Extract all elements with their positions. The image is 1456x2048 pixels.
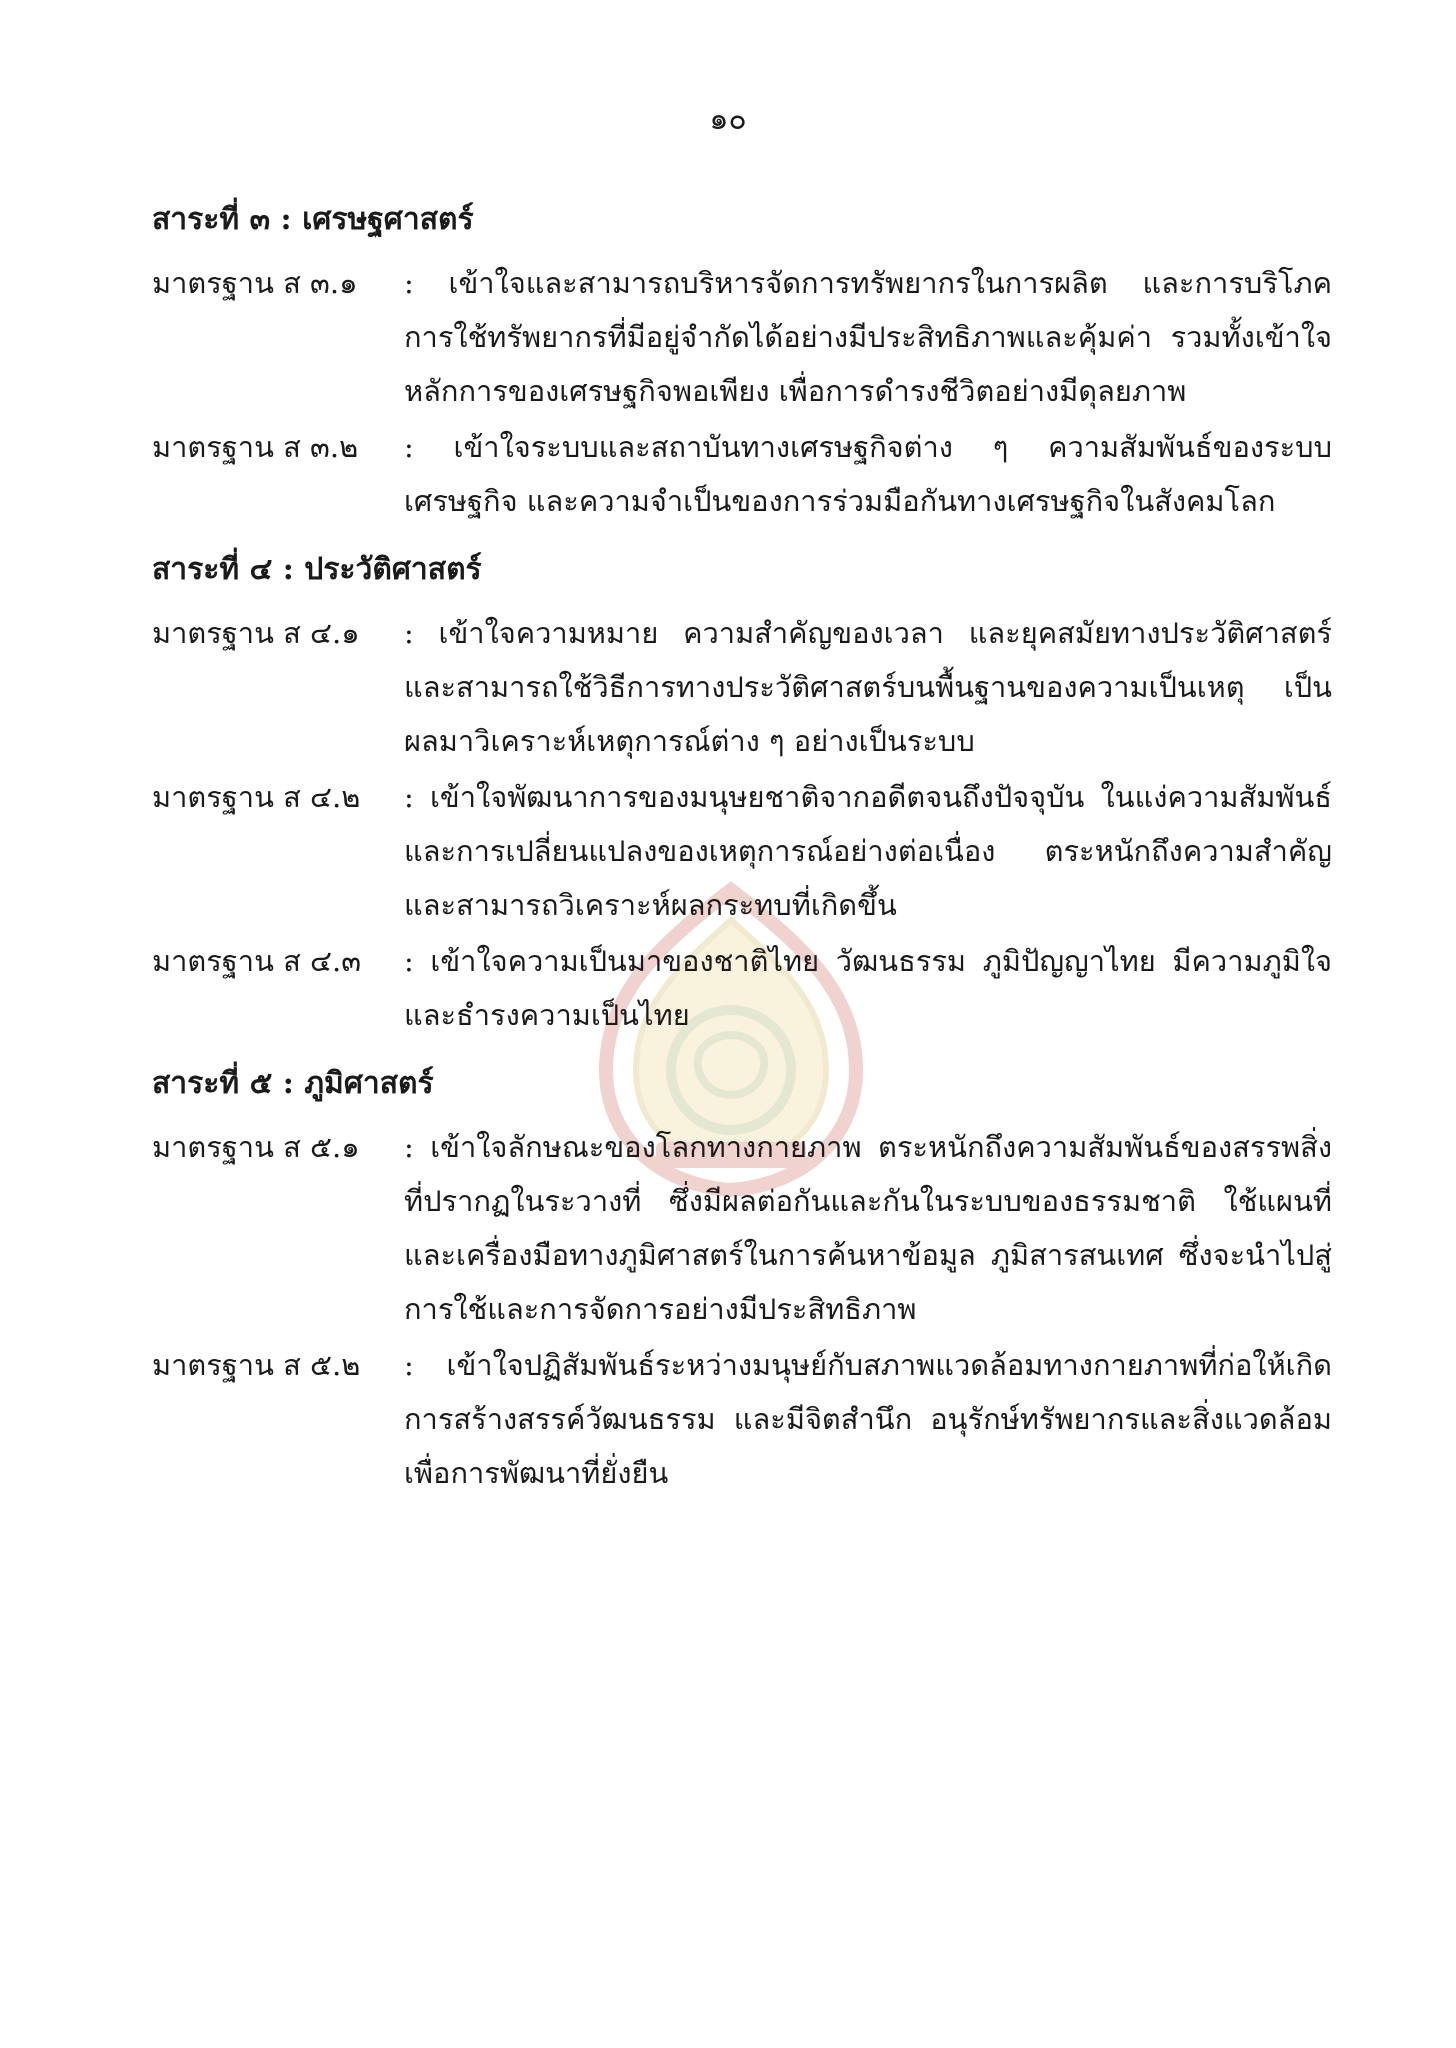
- standard-item: [152, 1120, 1332, 1336]
- standard-item: [152, 934, 1332, 1042]
- standard-text: : เข้าใจความเป็นมาของชาติไทย วัฒนธรรม ภูมิปัญญาไทย มีความภูมิใจ และธำรงความเป็นไทย: [404, 944, 1332, 1032]
- document-body: [152, 196, 1332, 1502]
- standard-label: มาตรฐาน ส ๓.๒: [152, 430, 359, 464]
- standard-label: มาตรฐาน ส ๔.๑: [152, 616, 360, 650]
- standard-item: [152, 606, 1332, 768]
- standard-item: [152, 256, 1332, 418]
- standard-text: : เข้าใจพัฒนาการของมนุษยชาติจากอดีตจนถึงปัจจุบัน ในแง่ความสัมพันธ์ และการเปลี่ยนแปลงของเหตุการณ์อย่างต่อเนื่อง ตระหนักถึงความสำคัญ และสามารถวิเคราะห์ผลกระทบที่เกิดขึ้น: [404, 780, 1332, 922]
- standard-label: มาตรฐาน ส ๔.๒: [152, 780, 361, 814]
- section-history: [152, 546, 1332, 1042]
- standard-item: [152, 770, 1332, 932]
- standard-text: : เข้าใจระบบและสถาบันทางเศรษฐกิจต่าง ๆ ความสัมพันธ์ของระบบเศรษฐกิจ และความจำเป็นของการร่วมมือกันทางเศรษฐกิจในสังคมโลก: [404, 430, 1332, 518]
- standard-text: : เข้าใจความหมาย ความสำคัญของเวลา และยุคสมัยทางประวัติศาสตร์และสามารถใช้วิธีการทางประวัติศาสตร์บนพื้นฐานของความเป็นเหตุ เป็นผลมาวิเคราะห์เหตุการณ์ต่าง ๆ อย่างเป็นระบบ: [404, 616, 1332, 758]
- section-title: สาระที่ ๓ : เศรษฐศาสตร์: [152, 202, 474, 237]
- standard-label: มาตรฐาน ส ๕.๑: [152, 1130, 360, 1164]
- section-title: สาระที่ ๕ : ภูมิศาสตร์: [152, 1066, 434, 1101]
- standard-text: : เข้าใจและสามารถบริหารจัดการทรัพยากรในการผลิต และการบริโภค การใช้ทรัพยากรที่มีอยู่จำกัดได้อย่างมีประสิทธิภาพและคุ้มค่า รวมทั้งเข้าใจหลักการของเศรษฐกิจพอเพียง เพื่อการดำรงชีวิตอย่างมีดุลยภาพ: [404, 266, 1332, 408]
- section-geography: [152, 1060, 1332, 1500]
- standard-text: : เข้าใจปฏิสัมพันธ์ระหว่างมนุษย์กับสภาพแวดล้อมทางกายภาพที่ก่อให้เกิด การสร้างสรรค์วัฒนธรรม และมีจิตสำนึก อนุรักษ์ทรัพยากรและสิ่งแวดล้อม เพื่อการพัฒนาที่ยั่งยืน: [404, 1348, 1332, 1490]
- standard-label: มาตรฐาน ส ๓.๑: [152, 266, 358, 300]
- standard-item: [152, 1338, 1332, 1500]
- standard-item: [152, 420, 1332, 528]
- page-number: ๑๐: [709, 102, 747, 137]
- standard-label: มาตรฐาน ส ๕.๒: [152, 1348, 361, 1382]
- standard-text: : เข้าใจลักษณะของโลกทางกายภาพ ตระหนักถึงความสัมพันธ์ของสรรพสิ่ง ที่ปรากฏในระวางที่ ซึ่งมีผลต่อกันและกันในระบบของธรรมชาติ ใช้แผนที่ และเครื่องมือทางภูมิศาสตร์ในการค้นหาข้อมูล ภูมิสารสนเทศ ซึ่งจะนำไปสู่ การใช้และการจัดการอย่างมีประสิทธิภาพ: [404, 1130, 1332, 1326]
- section-economics: [152, 196, 1332, 528]
- standard-label: มาตรฐาน ส ๔.๓: [152, 944, 362, 978]
- section-title: สาระที่ ๔ : ประวัติศาสตร์: [152, 552, 482, 587]
